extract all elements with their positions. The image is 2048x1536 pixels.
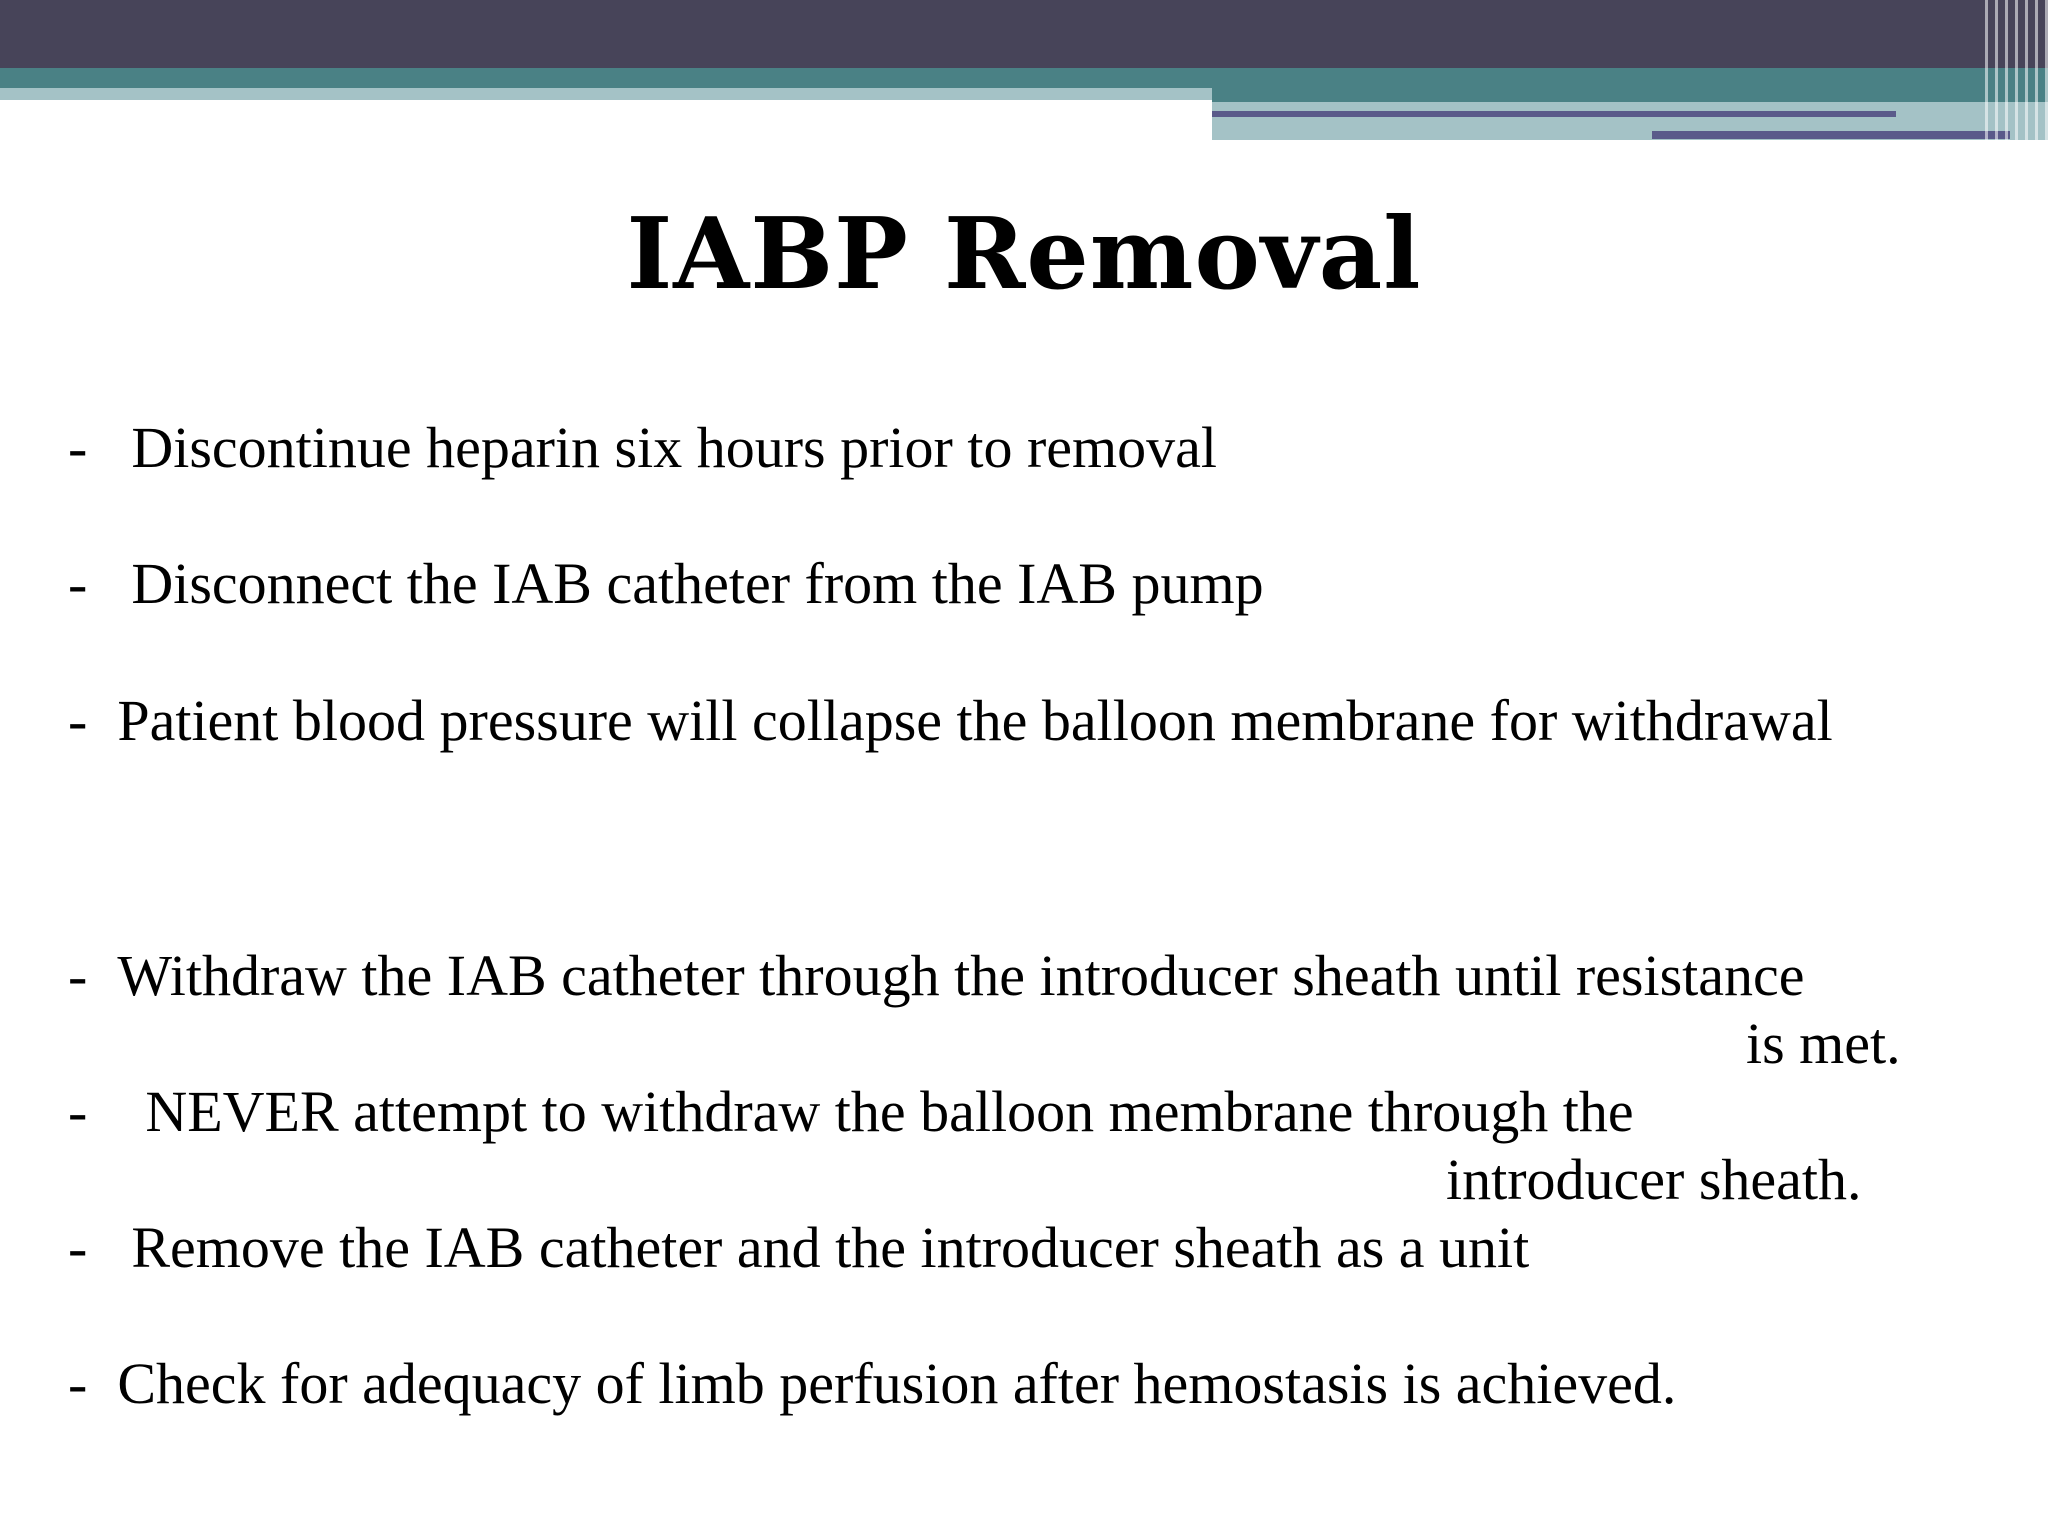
bullet-item bbox=[68, 1214, 1529, 1282]
bullet-text: Patient blood pressure will collapse the balloon membrane for withdrawal bbox=[117, 688, 1833, 753]
header-band-light-left bbox=[0, 88, 1212, 100]
bullet-text: NEVER attempt to withdraw the balloon membrane through the bbox=[145, 1079, 1634, 1144]
header-band-dark bbox=[0, 0, 2048, 68]
bullet-text: Check for adequacy of limb perfusion after hemostasis is achieved. bbox=[117, 1351, 1677, 1416]
bullet-item bbox=[68, 414, 1217, 482]
header-rule-upper bbox=[1212, 111, 1896, 117]
slide-title: IABP Removal bbox=[626, 197, 1422, 312]
bullet-marker: - bbox=[68, 1215, 88, 1280]
header-stripes bbox=[1985, 0, 2048, 140]
bullet-text: Withdraw the IAB catheter through the introducer sheath until resistance bbox=[117, 943, 1805, 1008]
bullet-continuation: is met. bbox=[1746, 1011, 1901, 1076]
bullet-marker: - bbox=[68, 415, 88, 480]
bullet-item bbox=[68, 550, 1264, 618]
bullet-item bbox=[68, 687, 1833, 755]
bullet-marker: - bbox=[68, 551, 88, 616]
bullet-text: Remove the IAB catheter and the introducer sheath as a unit bbox=[131, 1215, 1530, 1280]
bullet-item bbox=[68, 1350, 1676, 1418]
bullet-text: Disconnect the IAB catheter from the IAB pump bbox=[131, 551, 1264, 616]
bullet-marker: - bbox=[68, 943, 88, 1008]
header-rule-lower bbox=[1652, 131, 2010, 139]
bullet-continuation: introducer sheath. bbox=[1446, 1147, 1862, 1212]
bullet-marker: - bbox=[68, 1351, 88, 1416]
bullet-item bbox=[68, 942, 1804, 1010]
bullet-marker: - bbox=[68, 688, 88, 753]
bullet-text: Discontinue heparin six hours prior to removal bbox=[131, 415, 1217, 480]
bullet-item bbox=[68, 1078, 1634, 1146]
header-band-teal-right bbox=[1212, 88, 2048, 102]
header-band-teal bbox=[0, 68, 2048, 88]
bullet-marker: - bbox=[68, 1079, 88, 1144]
